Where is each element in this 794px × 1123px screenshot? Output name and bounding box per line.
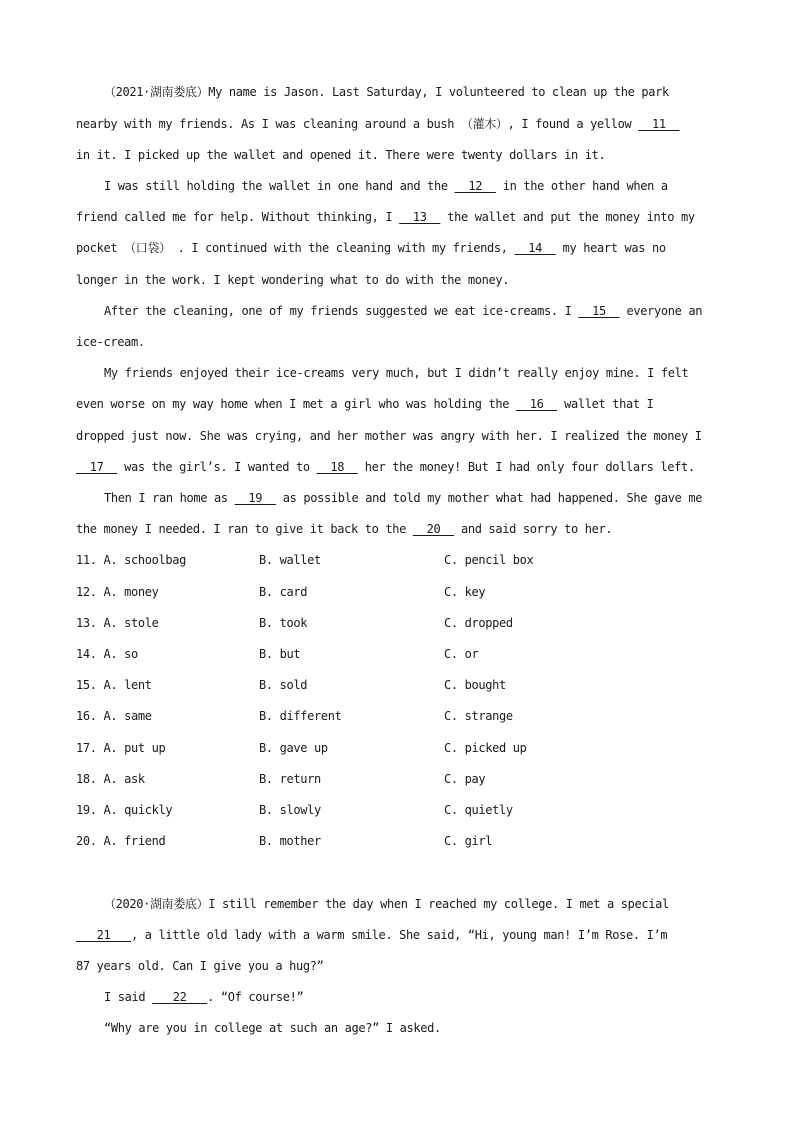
text-segment: nearby with my friends. As I was cleaning around a bush （灌木）, I found a yellow	[76, 117, 639, 131]
option-row	[76, 833, 716, 849]
option-row	[76, 552, 716, 568]
option-b: B. card	[259, 585, 308, 599]
option-c: C. pay	[444, 772, 486, 786]
option-a: 20. A. friend	[76, 834, 166, 848]
passage2-line-5	[104, 1020, 716, 1036]
passage1-line-15	[76, 521, 716, 537]
answer-blank: 21	[76, 928, 131, 942]
option-row	[76, 802, 716, 818]
text-segment: in it. I picked up the wallet and opened it. There were twenty dollars in it.	[76, 148, 606, 162]
passage2-line-4	[104, 989, 716, 1005]
text-segment: （2020·湖南娄底）I still remember the day when I reached my college. I met a special	[104, 897, 669, 911]
text-segment: everyone an	[619, 304, 703, 318]
option-a: 13. A. stole	[76, 616, 159, 630]
text-segment: friend called me for help. Without thinking, I	[76, 210, 400, 224]
text-segment: . “Of course!”	[207, 990, 304, 1004]
answer-blank: 22	[152, 990, 208, 1004]
option-b: B. wallet	[259, 553, 321, 567]
passage1-line-12	[76, 428, 716, 444]
answer-blank: 13	[399, 210, 441, 224]
text-segment: my heart was no	[555, 241, 666, 255]
option-c: C. bought	[444, 678, 506, 692]
option-b: B. slowly	[259, 803, 321, 817]
text-segment: I said	[104, 990, 153, 1004]
option-c: C. strange	[444, 709, 513, 723]
answer-blank: 17	[76, 460, 118, 474]
answer-blank: 18	[316, 460, 358, 474]
option-b: B. gave up	[259, 741, 328, 755]
passage1-line-14	[104, 490, 716, 506]
option-a: 11. A. schoolbag	[76, 553, 186, 567]
option-c: C. dropped	[444, 616, 513, 630]
text-segment: her the money! But I had only four dollars left.	[357, 460, 695, 474]
option-b: B. mother	[259, 834, 321, 848]
answer-blank: 12	[454, 179, 496, 193]
passage1-line-3	[76, 147, 716, 163]
text-segment: Then I ran home as	[104, 491, 235, 505]
text-segment: After the cleaning, one of my friends suggested we eat ice-creams. I	[104, 304, 579, 318]
option-c: C. key	[444, 585, 486, 599]
option-row	[76, 740, 716, 756]
option-row	[76, 615, 716, 631]
text-segment: the wallet and put the money into my	[440, 210, 695, 224]
answer-blank: 16	[515, 397, 558, 411]
answer-blank: 15	[578, 304, 620, 318]
passage1-line-7	[76, 272, 716, 288]
text-segment: even worse on my way home when I met a girl who was holding the	[76, 397, 516, 411]
option-row	[76, 677, 716, 693]
passage2-line-2	[76, 927, 716, 943]
text-segment: dropped just now. She was crying, and her mother was angry with her. I realized the money I	[76, 429, 702, 443]
text-segment: as possible and told my mother what had happened. She gave me	[275, 491, 703, 505]
text-segment: （2021·湖南娄底）My name is Jason. Last Saturday, I volunteered to clean up the park	[104, 85, 669, 99]
option-a: 16. A. same	[76, 709, 152, 723]
option-a: 15. A. lent	[76, 678, 152, 692]
option-row	[76, 584, 716, 600]
option-a: 12. A. money	[76, 585, 159, 599]
text-segment: , a little old lady with a warm smile. She said, “Hi, young man! I’m Rose. I’m	[131, 928, 668, 942]
answer-blank: 11	[638, 117, 680, 131]
passage1-line-8	[104, 303, 716, 319]
option-a: 19. A. quickly	[76, 803, 173, 817]
text-segment: 87 years old. Can I give you a hug?”	[76, 959, 324, 973]
option-b: B. but	[259, 647, 301, 661]
option-b: B. sold	[259, 678, 308, 692]
text-segment: ice-cream.	[76, 335, 145, 349]
option-a: 17. A. put up	[76, 741, 166, 755]
text-segment: was the girl’s. I wanted to	[117, 460, 317, 474]
passage1-line-1	[104, 84, 716, 100]
option-b: B. different	[259, 709, 342, 723]
option-c: C. quietly	[444, 803, 513, 817]
option-row	[76, 708, 716, 724]
passage1-line-2	[76, 116, 716, 132]
text-segment: wallet that I	[557, 397, 654, 411]
text-segment: longer in the work. I kept wondering what to do with the money.	[76, 273, 510, 287]
passage1-line-11	[76, 396, 716, 412]
option-row	[76, 771, 716, 787]
text-segment: “Why are you in college at such an age?” I asked.	[104, 1021, 441, 1035]
option-a: 14. A. so	[76, 647, 138, 661]
option-b: B. took	[259, 616, 308, 630]
passage1-line-4	[104, 178, 716, 194]
answer-blank: 14	[514, 241, 556, 255]
passage2-line-1	[104, 896, 716, 912]
option-row	[76, 646, 716, 662]
text-segment: in the other hand when a	[495, 179, 668, 193]
text-segment: My friends enjoyed their ice-creams very much, but I didn’t really enjoy mine. I felt	[104, 366, 689, 380]
passage1-line-9	[76, 334, 716, 350]
text-segment: I was still holding the wallet in one hand and the	[104, 179, 455, 193]
text-segment: and said sorry to her.	[454, 522, 613, 536]
passage1-line-10	[104, 365, 716, 381]
passage1-line-13	[76, 459, 716, 475]
answer-blank: 20	[412, 522, 455, 536]
passage2-line-3	[76, 958, 716, 974]
option-c: C. picked up	[444, 741, 527, 755]
option-c: C. pencil box	[444, 553, 534, 567]
option-c: C. or	[444, 647, 479, 661]
option-a: 18. A. ask	[76, 772, 145, 786]
passage1-line-5	[76, 209, 716, 225]
option-c: C. girl	[444, 834, 493, 848]
answer-blank: 19	[234, 491, 276, 505]
passage1-line-6	[76, 240, 716, 256]
text-segment: the money I needed. I ran to give it back to the	[76, 522, 413, 536]
option-b: B. return	[259, 772, 321, 786]
text-segment: pocket （口袋） . I continued with the cleaning with my friends,	[76, 241, 515, 255]
